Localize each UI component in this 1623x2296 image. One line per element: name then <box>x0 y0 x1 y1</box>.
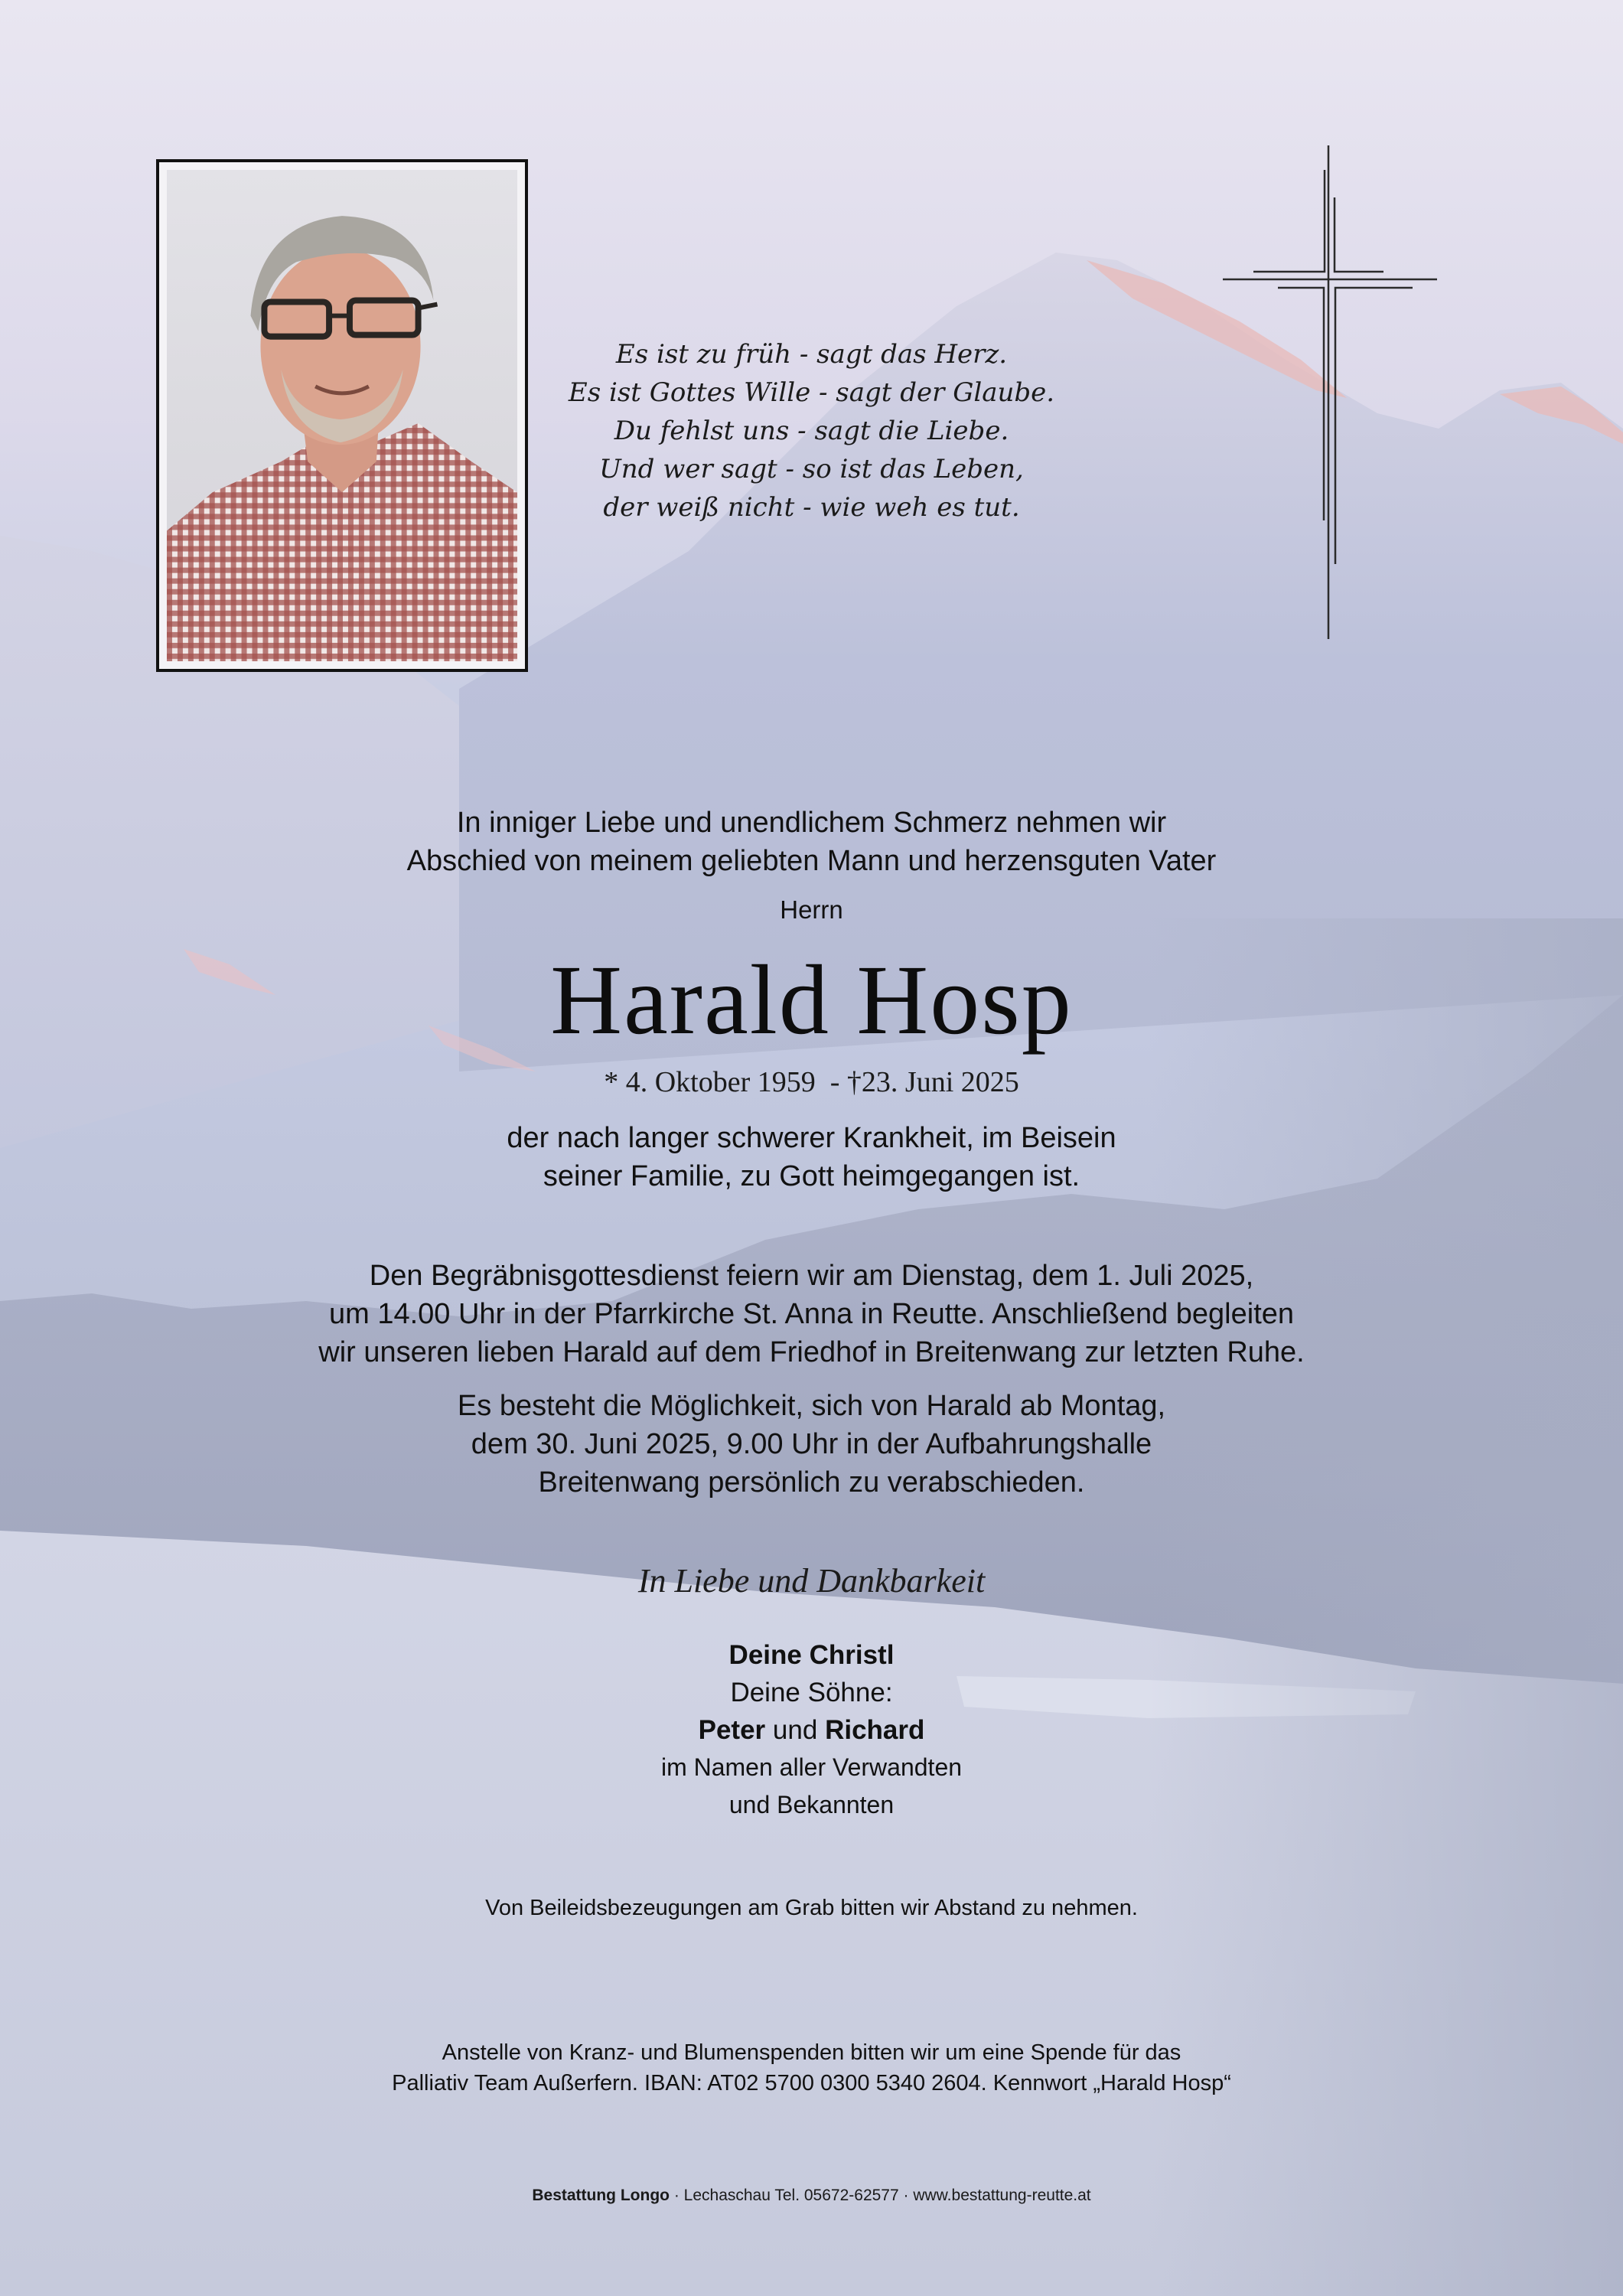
funeral-line: Den Begräbnisgottesdienst feiern wir am Dienstag, dem 1. Juli 2025, <box>369 1260 1254 1292</box>
family-signatures <box>0 1636 1623 1824</box>
passing-text <box>0 1119 1623 1195</box>
death-date: †23. Juni 2025 <box>846 1066 1019 1098</box>
footer <box>0 2187 1623 2205</box>
intro-line: In inniger Liebe und unendlichem Schmerz nehmen wir <box>456 807 1167 839</box>
intro-line: Abschied von meinem geliebten Mann und herzensguten Vater <box>406 845 1217 877</box>
donation-request <box>0 2037 1623 2099</box>
funeral-line: wir unseren lieben Harald auf dem Friedhof in Breitenwang zur letzten Ruhe. <box>318 1336 1305 1368</box>
wife-name: Deine Christl <box>728 1640 895 1670</box>
passing-line: der nach langer schwerer Krankheit, im Beisein <box>507 1122 1116 1154</box>
relatives-line: im Namen aller Verwandten <box>660 1753 963 1781</box>
date-separator: - <box>829 1066 840 1098</box>
viewing-line: dem 30. Juni 2025, 9.00 Uhr in der Aufbahrungshalle <box>471 1428 1152 1460</box>
viewing-line: Breitenwang persönlich zu verabschieden. <box>538 1466 1085 1499</box>
life-dates <box>0 1065 1623 1099</box>
poem-line: Du fehlst uns - sagt die Liebe. <box>614 416 1009 446</box>
viewing-details <box>0 1387 1623 1502</box>
birth-date: * 4. Oktober 1959 <box>604 1066 816 1098</box>
poem-line: Es ist zu früh - sagt das Herz. <box>615 339 1008 370</box>
poem <box>0 335 1623 527</box>
deceased-name: Harald Hosp <box>550 945 1073 1055</box>
salutation: Herrn <box>780 895 843 924</box>
condolence-note: Von Beileidsbezeugungen am Grab bitten wir Abstand zu nehmen. <box>485 1896 1138 1920</box>
funeral-home-website[interactable]: www.bestattung-reutte.at <box>913 2187 1091 2204</box>
viewing-line: Es besteht die Möglichkeit, sich von Harald ab Montag, <box>457 1390 1166 1422</box>
poem-line: Es ist Gottes Wille - sagt der Glaube. <box>568 377 1055 408</box>
funeral-details <box>0 1257 1623 1371</box>
sons-label: Deine Söhne: <box>730 1678 893 1707</box>
funeral-line: um 14.00 Uhr in der Pfarrkirche St. Anna in Reutte. Anschließend begleiten <box>328 1298 1295 1330</box>
thanks-heading: In Liebe und Dankbarkeit <box>637 1562 986 1600</box>
poem-line: Und wer sagt - so ist das Leben, <box>599 454 1024 484</box>
intro-text <box>0 804 1623 880</box>
son-name: Richard <box>825 1715 925 1745</box>
donation-line: Palliativ Team Außerfern. IBAN: AT02 5700 0300 5340 2604. Kennwort „Harald Hosp“ <box>392 2071 1231 2095</box>
separator-dot: · <box>898 2187 914 2204</box>
relatives-line: und Bekannten <box>728 1791 895 1818</box>
sons-names <box>0 1711 1623 1749</box>
donation-line: Anstelle von Kranz- und Blumenspenden bitten wir um eine Spende für das <box>442 2040 1181 2065</box>
son-name: Peter <box>698 1715 766 1745</box>
funeral-home-name: Bestattung Longo <box>532 2187 670 2204</box>
conjunction: und <box>772 1715 818 1745</box>
passing-line: seiner Familie, zu Gott heimgegangen ist. <box>543 1160 1080 1192</box>
funeral-home-contact: Lechaschau Tel. 05672-62577 <box>683 2187 899 2204</box>
separator-dot: · <box>669 2187 684 2204</box>
poem-line: der weiß nicht - wie weh es tut. <box>603 492 1020 523</box>
